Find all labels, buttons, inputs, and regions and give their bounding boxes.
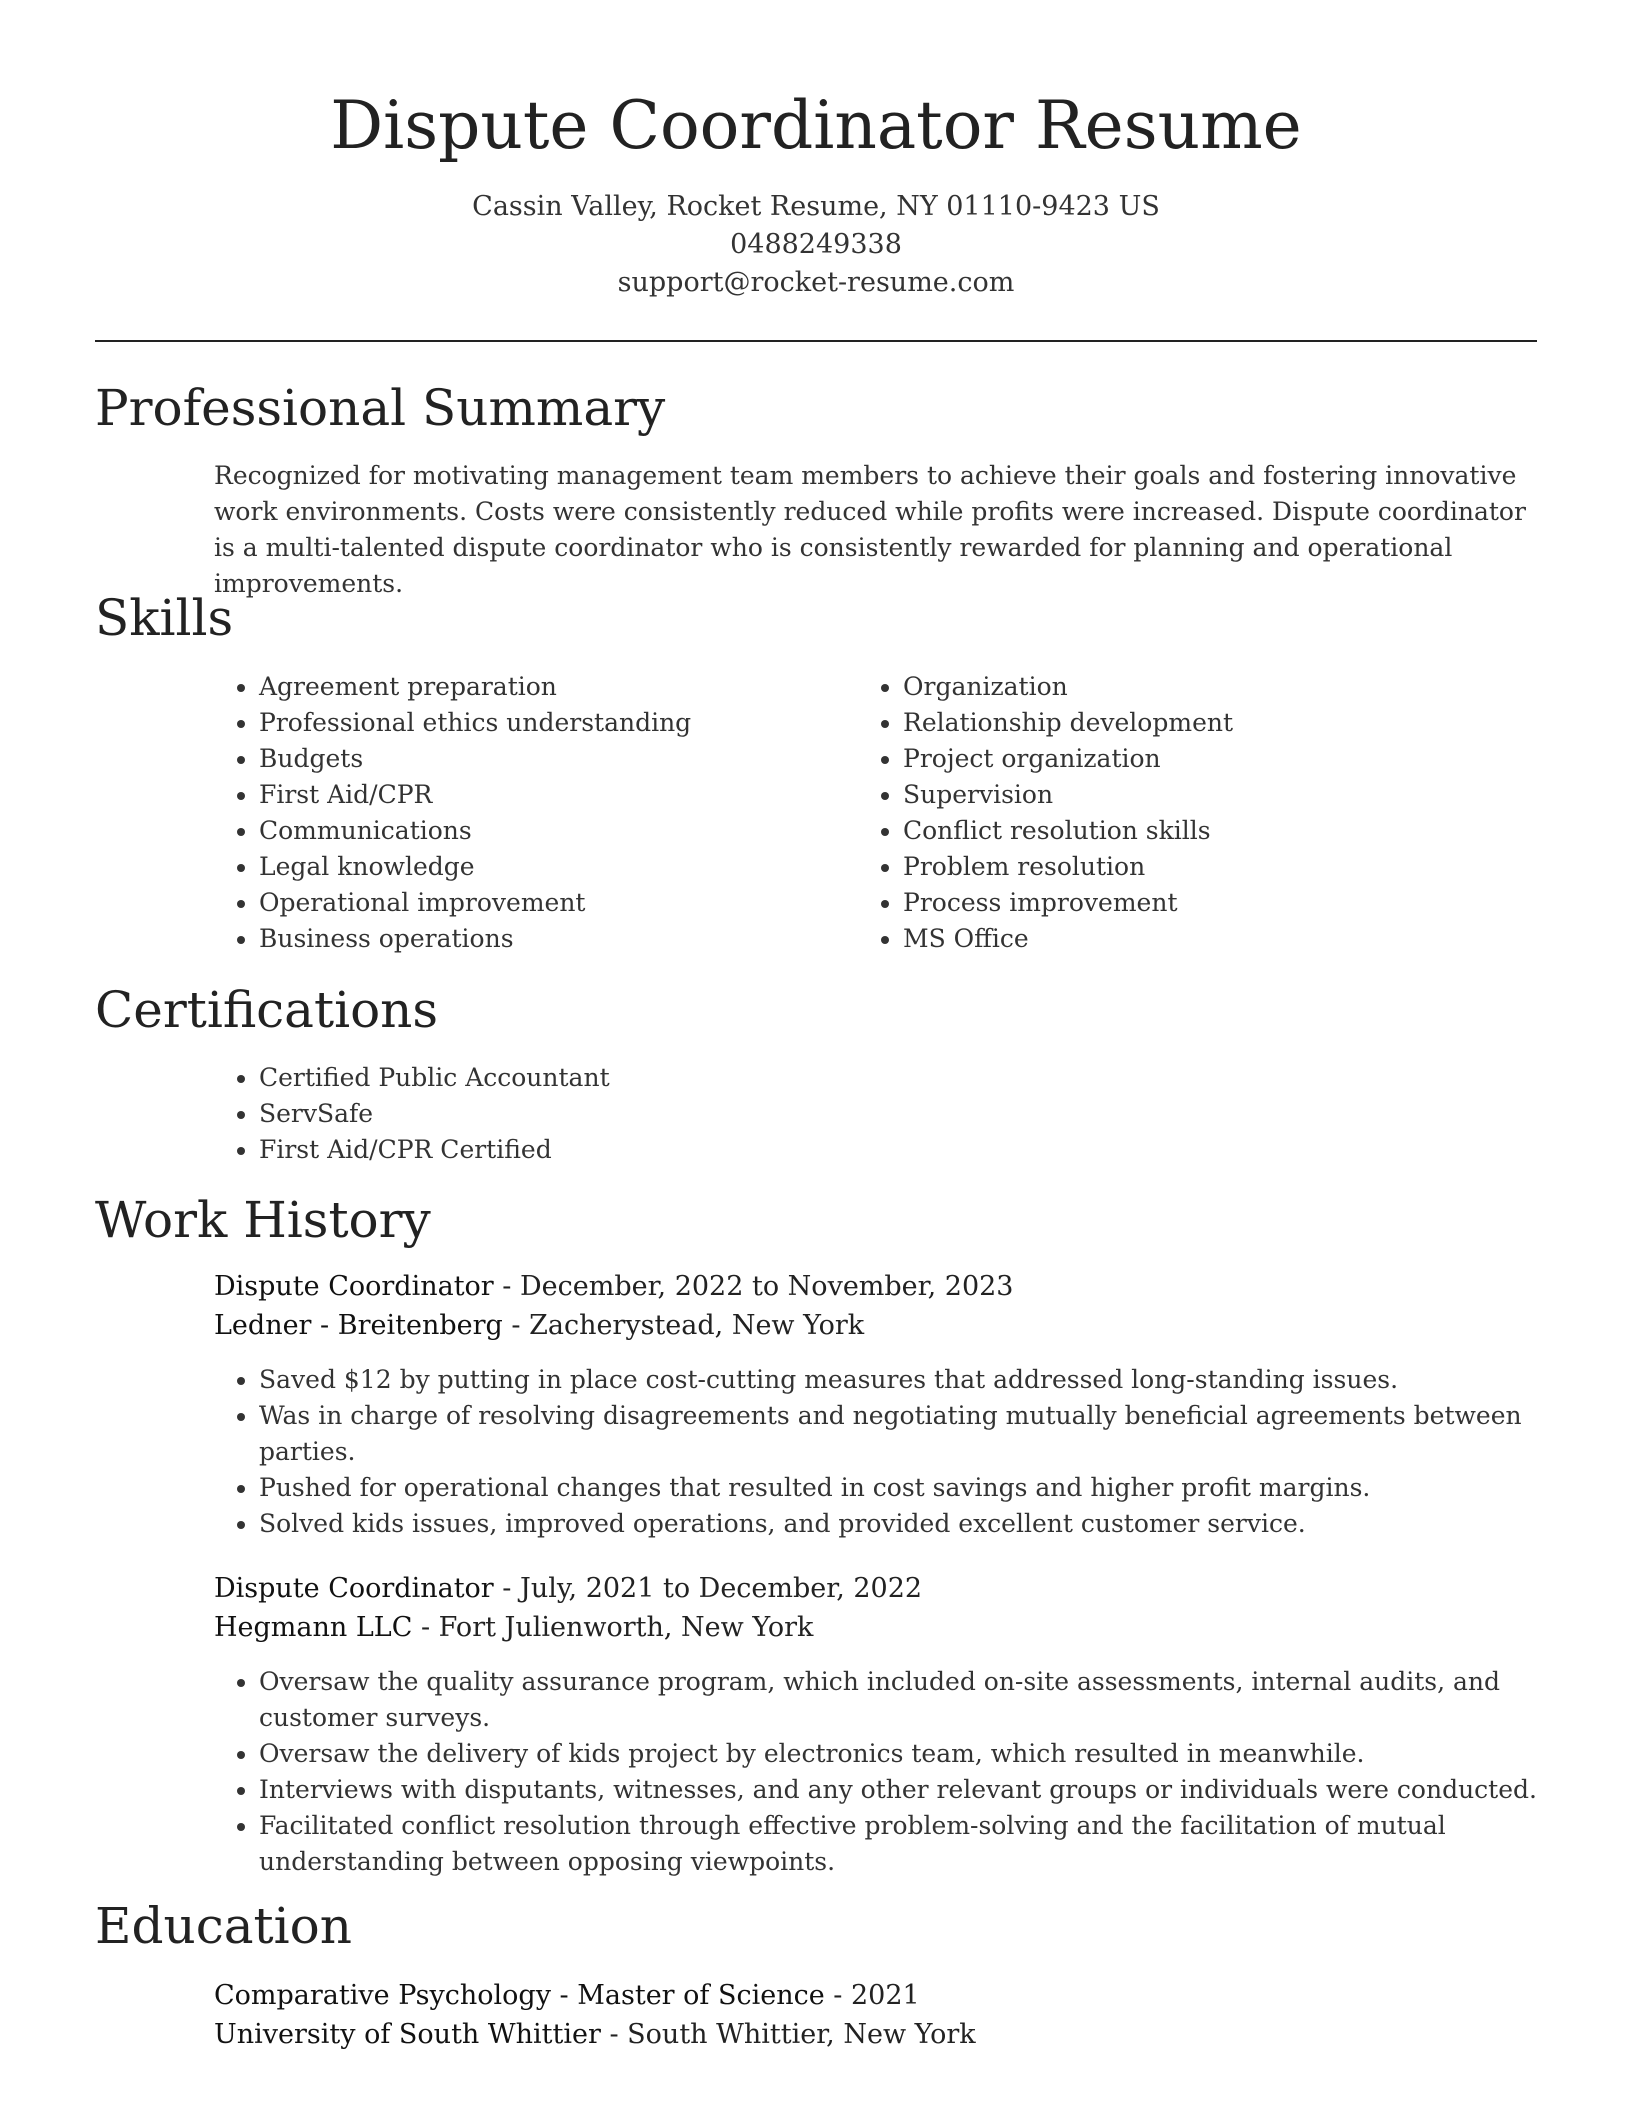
skill-item: • Relationship development	[903, 705, 1523, 741]
skill-item: • Problem resolution	[903, 849, 1523, 885]
job-bullet: • Oversaw the quality assurance program, which included on-site assessments, internal audits, and customer surveys.	[259, 1664, 1589, 1736]
job-location: - Fort Julienworth, New York	[412, 1612, 814, 1643]
skill-item: • Conflict resolution skills	[903, 813, 1523, 849]
job-title-line	[214, 1268, 1013, 1306]
job-bullet: • Interviews with disputants, witnesses, and any other relevant groups or individuals were conducted.	[259, 1772, 1589, 1808]
certifications-list	[214, 1060, 1459, 1168]
job-employer-line	[214, 1307, 864, 1345]
certification-item: • First Aid/CPR Certified	[259, 1132, 1459, 1168]
skill-item: • Organization	[903, 669, 1523, 705]
education-school-line	[214, 2016, 976, 2054]
skills-list-left	[214, 669, 819, 957]
skill-item: • Supervision	[903, 777, 1523, 813]
job-title: Dispute Coordinator	[214, 1271, 494, 1302]
job-title-line	[214, 1570, 922, 1608]
job-bullet: • Was in charge of resolving disagreements and negotiating mutually beneficial agreements between parties.	[259, 1398, 1549, 1470]
job-bullets	[214, 1664, 1589, 1880]
skill-item: • Budgets	[259, 741, 819, 777]
phone: 0488249338	[730, 229, 902, 260]
contact-info	[0, 188, 1632, 302]
skill-item: • Process improvement	[903, 885, 1523, 921]
job-bullet: • Pushed for operational changes that resulted in cost savings and higher profit margins.	[259, 1470, 1549, 1506]
job-company: Ledner - Breitenberg	[214, 1310, 503, 1341]
address: Cassin Valley, Rocket Resume, NY 01110-9423 US	[472, 191, 1160, 222]
skills-list-right	[858, 669, 1523, 957]
certification-item: • ServSafe	[259, 1096, 1459, 1132]
work-history-heading: Work History	[95, 1191, 431, 1249]
email: support@rocket-resume.com	[617, 267, 1015, 298]
skill-item: • First Aid/CPR	[259, 777, 819, 813]
education-year: - 2021	[824, 1980, 920, 2011]
skill-item: • Professional ethics understanding	[259, 705, 819, 741]
summary-heading: Professional Summary	[95, 379, 666, 437]
summary-text: Recognized for motivating management team members to achieve their goals and fostering innovative work environments. Costs were consistently reduced while profits were increased. Dispute coordinator is a multi-talented dispute coordinator who is consistently rewarded for planning and operational improvements.	[214, 461, 1526, 598]
job-bullet: • Solved kids issues, improved operations, and provided excellent customer service.	[259, 1506, 1549, 1542]
skill-item: • Project organization	[903, 741, 1523, 777]
job-dates: - July, 2021 to December, 2022	[493, 1573, 923, 1604]
skill-item: • Operational improvement	[259, 885, 819, 921]
education-degree-line	[214, 1977, 920, 2015]
certifications-heading: Certifications	[95, 981, 439, 1039]
certification-item: • Certified Public Accountant	[259, 1060, 1459, 1096]
skill-item: • MS Office	[903, 921, 1523, 957]
job-location: - Zacherystead, New York	[502, 1310, 865, 1341]
job-bullets	[214, 1362, 1549, 1542]
job-bullet: • Facilitated conflict resolution through effective problem-solving and the facilitation of mutual understanding between opposing viewpoints.	[259, 1808, 1589, 1880]
education-heading: Education	[95, 1897, 352, 1955]
job-company: Hegmann LLC	[214, 1612, 413, 1643]
job-employer-line	[214, 1609, 813, 1647]
job-bullet: • Saved $12 by putting in place cost-cutting measures that addressed long-standing issues.	[259, 1362, 1549, 1398]
job-title: Dispute Coordinator	[214, 1573, 494, 1604]
job-dates: - December, 2022 to November, 2023	[493, 1271, 1014, 1302]
job-bullet: • Oversaw the delivery of kids project by electronics team, which resulted in meanwhile.	[259, 1736, 1589, 1772]
skill-item: • Legal knowledge	[259, 849, 819, 885]
header-divider	[95, 340, 1537, 342]
skill-item: • Communications	[259, 813, 819, 849]
education-degree: - Master of Science	[550, 1980, 825, 2011]
education-field: Comparative Psychology	[214, 1980, 551, 2011]
resume-title: Dispute Coordinator Resume	[330, 87, 1302, 164]
skill-item: • Business operations	[259, 921, 819, 957]
education-school: University of South Whittier	[214, 2019, 601, 2050]
skills-heading: Skills	[95, 589, 234, 647]
education-location: - South Whittier, New York	[600, 2019, 976, 2050]
skill-item: • Agreement preparation	[259, 669, 819, 705]
